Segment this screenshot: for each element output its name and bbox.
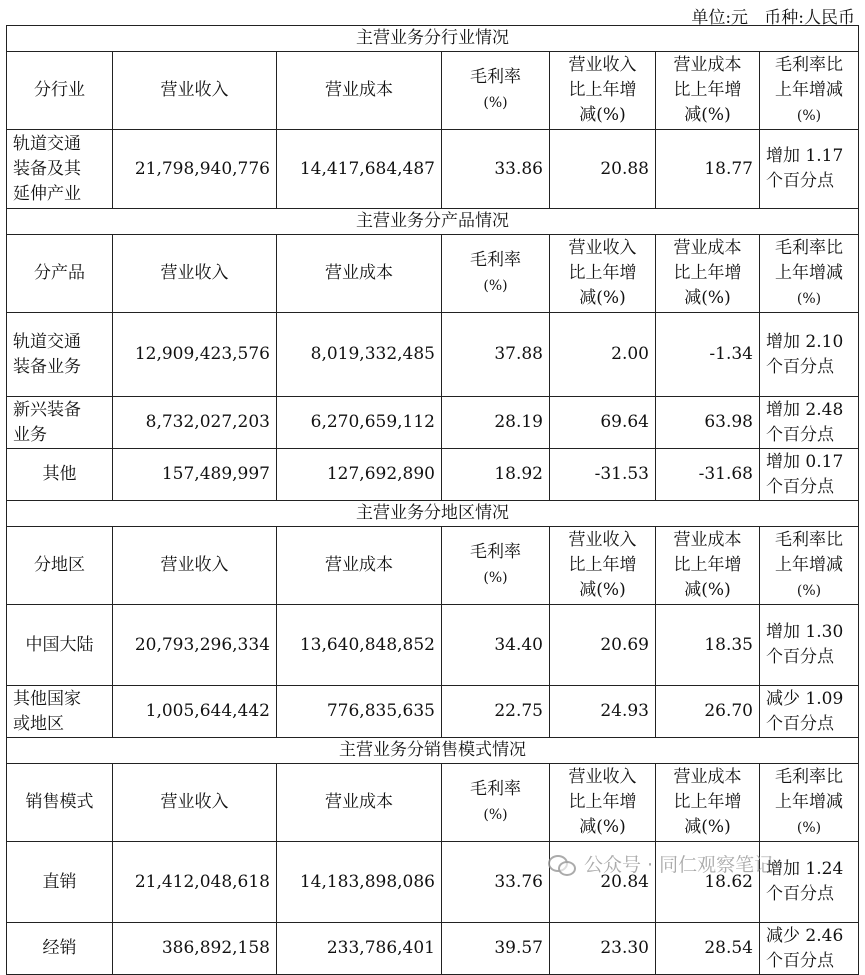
header-dimension-text: 销售模式 [25,792,94,812]
header-margin-change-text: (%) [796,290,822,307]
cell-margin-change [760,605,859,686]
header-margin-change [760,52,859,130]
cell-margin-change-text: 个百分点 [766,647,834,667]
row-label [7,397,113,449]
header-cost-text: 营业成本 [325,263,393,283]
cell-cost-change [656,397,760,449]
cell-margin-text: 28.19 [494,412,543,432]
header-dimension [7,235,113,313]
row-label-text: 轨道交通 [13,331,81,352]
header-revenue-change-text: 减(%) [579,288,626,308]
cell-revenue [113,605,277,686]
cell-revenue-change-text: 23.30 [600,938,649,958]
header-revenue [113,52,277,130]
cell-cost-text: 127,692,890 [326,464,435,484]
cell-margin-change [760,923,859,975]
header-cost-text: 营业成本 [325,80,393,100]
header-margin-change-text: 毛利率比 [775,237,844,258]
header-cost-change-text: 营业成本 [673,238,742,258]
cell-cost-change-text: 18.77 [704,158,753,179]
header-revenue-change-text: 营业收入 [568,767,637,787]
header-cost-change-text: 营业成本 [673,767,742,787]
row-label-text: 其他 [42,464,77,484]
header-cost-text: 营业成本 [325,555,393,575]
cell-margin-change-text: 个百分点 [766,713,834,734]
header-revenue-change-text: 营业收入 [568,55,637,75]
header-margin-text: (%) [483,95,508,111]
cell-revenue-change-text: 69.64 [600,412,649,432]
section-title-text: 主营业务分地区情况 [356,503,510,523]
section-title-row [7,26,859,52]
table-row [7,449,859,501]
header-revenue [113,235,277,313]
cell-cost-change-text: 28.54 [704,938,753,958]
header-revenue [113,764,277,842]
row-label [7,923,113,975]
header-cost-change-text: 比上年增 [673,263,742,283]
header-margin-change-text: (%) [796,582,822,599]
cell-margin-change [760,842,859,923]
cell-cost-change-text: -1.34 [709,344,753,364]
section-title-text: 主营业务分行业情况 [356,28,510,48]
header-dimension-text: 分产品 [34,263,85,283]
cell-revenue-text: 21,412,048,618 [134,871,270,892]
header-cost-change-text: 减(%) [684,288,731,308]
header-cost [277,527,442,605]
header-revenue-change-text: 比上年增 [568,80,637,100]
header-margin [442,52,550,130]
cell-revenue-change [550,605,656,686]
cell-margin-change-text: 增加 1.17 [766,146,844,166]
row-label-text: 装备及其 [13,158,81,179]
header-margin-change [760,235,859,313]
cell-margin-change-text: 增加 2.10 [766,331,844,352]
cell-margin-change-text: 个百分点 [766,424,834,445]
cell-cost [277,923,442,975]
header-margin-text: 毛利率 [470,779,521,799]
chat-bubble-icon [548,853,576,875]
cell-margin-change-text: 增加 0.17 [766,451,844,472]
header-margin-change-text: (%) [796,819,822,836]
cell-revenue-change [550,397,656,449]
header-row [7,527,859,605]
header-dimension [7,527,113,605]
segment-revenue-table [6,25,859,975]
unit-currency-note: 单位:元 币种:人民币 [691,8,855,28]
header-margin-change [760,764,859,842]
cell-cost-change [656,605,760,686]
cell-margin-change-text: 个百分点 [766,950,834,971]
header-cost-change-text: 营业成本 [673,55,742,75]
cell-revenue-change-text: 20.88 [600,158,649,179]
cell-margin [442,130,550,209]
cell-margin-change [760,130,859,209]
header-margin-text: 毛利率 [470,542,521,562]
cell-margin-change-text: 个百分点 [766,356,834,377]
header-margin-text: (%) [483,807,508,823]
cell-revenue [113,842,277,923]
row-label [7,449,113,501]
cell-revenue-change-text: 20.69 [600,634,649,655]
section-title [7,738,859,764]
cell-margin-change-text: 个百分点 [766,476,834,497]
header-cost-change-text: 比上年增 [673,792,742,812]
header-margin-change-text: 毛利率比 [775,54,844,75]
header-cost-change-text: 减(%) [684,580,731,600]
header-margin-change-text: 上年增减 [775,79,844,100]
cell-margin-change-text: 减少 1.09 [766,688,844,709]
header-revenue-change [550,764,656,842]
cell-margin-change [760,686,859,738]
header-margin-change [760,527,859,605]
cell-cost-change-text: -31.68 [698,464,753,484]
row-label-text: 新兴装备 [13,399,81,420]
header-cost-change [656,764,760,842]
cell-cost [277,686,442,738]
cell-revenue [113,397,277,449]
row-label-text: 其他国家 [13,688,81,709]
header-row [7,235,859,313]
cell-cost-change [656,449,760,501]
cell-revenue [113,923,277,975]
section-title-row [7,738,859,764]
header-revenue-change [550,527,656,605]
header-cost-change [656,52,760,130]
header-revenue-text: 营业收入 [160,555,229,575]
cell-revenue-change [550,449,656,501]
header-margin-change-text: 上年增减 [775,262,844,283]
cell-margin-change [760,397,859,449]
header-margin-text: (%) [483,278,508,294]
table-row [7,397,859,449]
header-revenue-change-text: 营业收入 [568,238,637,258]
header-row [7,52,859,130]
section-title-text: 主营业务分产品情况 [356,211,510,231]
section-title [7,209,859,235]
header-cost [277,764,442,842]
cell-cost-text: 14,183,898,086 [299,871,435,892]
header-cost-change-text: 比上年增 [673,555,742,575]
header-margin-text: (%) [483,570,508,586]
table-row [7,605,859,686]
cell-revenue [113,313,277,397]
watermark [548,850,773,877]
cell-revenue [113,449,277,501]
watermark-text: 公众号 · 同仁观察笔记 [584,854,774,876]
header-cost-change-text: 减(%) [684,817,731,837]
header-revenue [113,527,277,605]
header-margin-text: 毛利率 [470,250,521,270]
table-row [7,686,859,738]
cell-margin [442,397,550,449]
header-revenue-change-text: 减(%) [579,817,626,837]
section-title-text: 主营业务分销售模式情况 [339,740,527,760]
table-row [7,130,859,209]
section-title [7,26,859,52]
row-label-text: 装备业务 [13,356,81,377]
cell-revenue [113,686,277,738]
row-label [7,605,113,686]
header-revenue-text: 营业收入 [160,263,229,283]
cell-cost-change [656,686,760,738]
cell-margin-change [760,313,859,397]
cell-cost-text: 14,417,684,487 [299,158,435,179]
header-revenue-change-text: 比上年增 [568,555,637,575]
row-label [7,842,113,923]
header-cost-change-text: 营业成本 [673,530,742,550]
cell-margin-text: 39.57 [494,938,543,958]
header-cost [277,52,442,130]
header-revenue-change-text: 减(%) [579,580,626,600]
header-revenue-text: 营业收入 [160,792,229,812]
cell-margin [442,686,550,738]
cell-cost-change [656,923,760,975]
cell-margin-text: 33.76 [494,871,543,892]
header-margin [442,527,550,605]
header-revenue-change-text: 比上年增 [568,263,637,283]
cell-revenue-change [550,923,656,975]
cell-cost-text: 13,640,848,852 [299,634,435,655]
cell-revenue-change [550,686,656,738]
header-revenue-change-text: 营业收入 [568,530,637,550]
cell-cost-change-text: 63.98 [704,412,753,432]
header-dimension [7,52,113,130]
cell-revenue-text: 12,909,423,576 [134,344,270,364]
row-label-text: 经销 [42,938,77,958]
header-cost-change [656,527,760,605]
section-title-row [7,209,859,235]
header-dimension-text: 分地区 [34,555,85,575]
cell-margin-text: 18.92 [494,464,543,484]
cell-margin-change-text: 增加 1.24 [766,859,844,879]
table-row [7,313,859,397]
cell-revenue-change-text: 20.84 [600,871,649,892]
cell-margin-change-text: 个百分点 [766,171,834,191]
cell-revenue-change [550,313,656,397]
cell-revenue-change [550,130,656,209]
header-row [7,764,859,842]
cell-margin-change-text: 减少 2.46 [766,925,844,946]
row-label-text: 轨道交通 [13,133,81,154]
cell-cost-text: 6,270,659,112 [310,412,435,432]
header-margin [442,764,550,842]
cell-margin-change-text: 增加 1.30 [766,622,844,642]
header-cost [277,235,442,313]
header-margin [442,235,550,313]
cell-margin-change-text: 增加 2.48 [766,399,844,420]
cell-margin-text: 33.86 [494,158,543,179]
cell-margin [442,605,550,686]
row-label-text: 业务 [13,424,47,445]
row-label-text: 延伸产业 [13,183,81,204]
row-label [7,686,113,738]
header-margin-text: 毛利率 [470,67,521,87]
cell-revenue-text: 8,732,027,203 [145,412,270,432]
row-label-text: 或地区 [13,713,64,734]
cell-revenue-text: 21,798,940,776 [134,158,270,179]
row-label [7,130,113,209]
header-cost-change-text: 减(%) [684,105,731,125]
cell-margin [442,313,550,397]
header-revenue-change [550,52,656,130]
cell-margin-change-text: 个百分点 [766,884,834,904]
cell-cost [277,130,442,209]
table-row [7,923,859,975]
cell-margin [442,449,550,501]
row-label [7,313,113,397]
header-dimension [7,764,113,842]
header-revenue-change [550,235,656,313]
cell-cost [277,449,442,501]
cell-revenue-text: 157,489,997 [161,464,270,484]
header-margin-change-text: (%) [796,107,822,124]
cell-margin [442,842,550,923]
cell-cost-change-text: 18.62 [704,871,753,892]
cell-cost-text: 8,019,332,485 [310,344,435,364]
cell-margin-text: 34.40 [494,634,543,655]
cell-cost-change [656,313,760,397]
header-cost-change-text: 比上年增 [673,80,742,100]
table-body [7,26,859,975]
cell-cost-change-text: 18.35 [704,634,753,655]
header-revenue-change-text: 比上年增 [568,792,637,812]
cell-revenue-text: 20,793,296,334 [134,634,270,655]
row-label-text: 直销 [42,871,77,892]
cell-cost [277,397,442,449]
cell-cost [277,605,442,686]
header-margin-change-text: 上年增减 [775,554,844,575]
cell-margin-text: 37.88 [494,344,543,364]
cell-cost [277,313,442,397]
section-title-row [7,501,859,527]
header-revenue-change-text: 减(%) [579,105,626,125]
header-margin-change-text: 毛利率比 [775,529,844,550]
cell-cost-change-text: 26.70 [704,701,753,721]
header-dimension-text: 分行业 [34,80,85,100]
cell-cost [277,842,442,923]
cell-margin-change [760,449,859,501]
cell-revenue-change-text: 2.00 [611,344,649,364]
cell-cost-change [656,130,760,209]
cell-revenue-text: 1,005,644,442 [145,701,270,721]
cell-margin [442,923,550,975]
cell-revenue-text: 386,892,158 [161,938,270,958]
header-cost-change [656,235,760,313]
header-margin-change-text: 毛利率比 [775,766,844,787]
header-margin-change-text: 上年增减 [775,791,844,812]
cell-revenue-change-text: -31.53 [594,464,649,484]
cell-revenue-change-text: 24.93 [600,701,649,721]
header-revenue-text: 营业收入 [160,80,229,100]
header-cost-text: 营业成本 [325,792,393,812]
section-title [7,501,859,527]
row-label-text: 中国大陆 [25,634,94,655]
cell-cost-text: 776,835,635 [326,701,435,721]
cell-cost-text: 233,786,401 [326,938,435,958]
cell-revenue [113,130,277,209]
cell-margin-text: 22.75 [494,701,543,721]
